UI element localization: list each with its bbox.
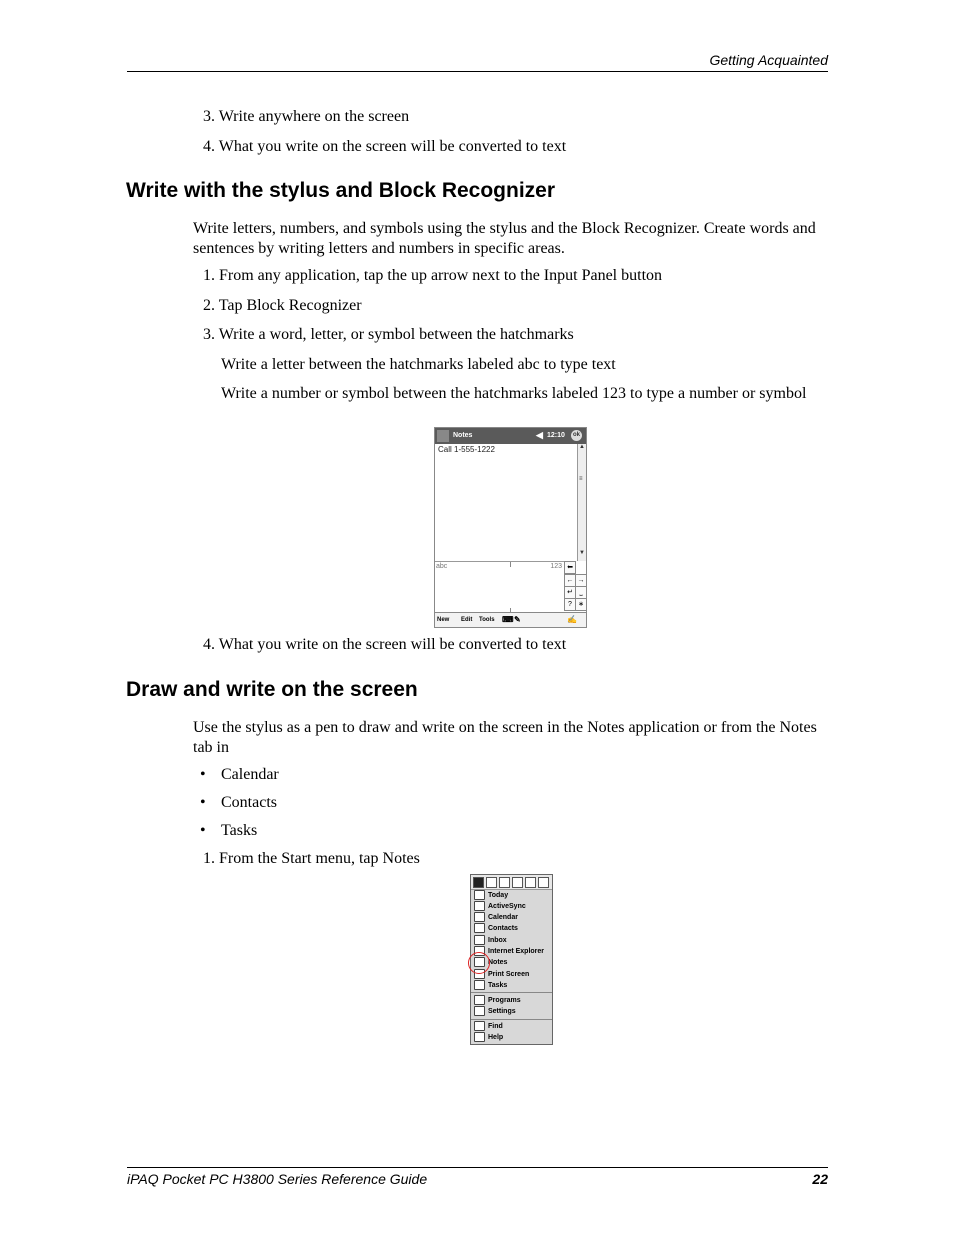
menu-item-inbox: Inbox [474, 935, 507, 946]
notes-title-bar [435, 428, 586, 444]
scroll-thumb-icon: ≡ [579, 476, 583, 482]
sub-step: Write a number or symbol between the hatchmarks labeled 123 to type a number or symbol [221, 385, 807, 402]
pad-keys [564, 561, 586, 612]
menu-item-help: Help [474, 1032, 503, 1043]
calendar-icon [474, 912, 485, 922]
programs-icon [474, 995, 485, 1005]
step-item: 4. What you write on the screen will be converted to text [203, 138, 567, 155]
ok-button: ok [571, 430, 582, 441]
footer-title: iPAQ Pocket PC H3800 Series Reference Guide [127, 1171, 428, 1187]
scroll-up-icon: ▲ [579, 444, 585, 450]
pen-icon: ✎ [514, 615, 521, 624]
space-icon: ⎵ [575, 586, 587, 599]
block-recognizer-pad [435, 561, 564, 613]
help-icon [474, 1032, 485, 1042]
menu-item-today: Today [474, 890, 508, 901]
notes-screenshot [434, 427, 587, 628]
start-icon [473, 877, 484, 888]
notes-text: Call 1-555-1222 [438, 445, 495, 454]
section-heading: Write with the stylus and Block Recognizer [126, 179, 556, 202]
hatchmark [510, 562, 511, 567]
start-flag-icon [437, 430, 449, 442]
right-arrow-icon: → [575, 574, 587, 587]
header-rule [127, 71, 828, 72]
menu-item-internet-explorer: Internet Explorer [474, 946, 544, 957]
notes-menu-bar [435, 612, 586, 628]
program-icon [499, 877, 510, 888]
page-number: 22 [812, 1171, 828, 1187]
sub-step: Write a letter between the hatchmarks labeled abc to type text [221, 356, 616, 373]
bullet-item: Calendar [221, 766, 279, 783]
contacts-icon [474, 923, 485, 933]
left-arrow-icon: ← [564, 574, 576, 587]
menu-separator [471, 992, 552, 993]
step-item: 3. Write anywhere on the screen [203, 108, 410, 125]
menu-item-settings: Settings [474, 1006, 516, 1017]
section-intro: Write letters, numbers, and symbols using the stylus and the Block Recognizer. Create words and sentences by writing letters and numbers in specific areas. [193, 220, 816, 257]
footer-rule [127, 1167, 828, 1168]
step-item: 1. From any application, tap the up arrow next to the Input Panel button [203, 267, 663, 284]
bullet-icon: • [200, 766, 206, 783]
menu-item-contacts: Contacts [474, 923, 518, 934]
tasks-icon [474, 980, 485, 990]
menu-separator [471, 1019, 552, 1020]
scroll-down-icon: ▼ [579, 550, 585, 556]
menu-item-activesync: ActiveSync [474, 901, 526, 912]
running-header: Getting Acquainted [709, 52, 828, 68]
today-icon [474, 890, 485, 900]
menu-item-notes: Notes [474, 957, 507, 968]
menu-edit: Edit [461, 617, 473, 623]
section-heading: Draw and write on the screen [126, 678, 418, 701]
menu-item-calendar: Calendar [474, 912, 518, 923]
keyboard-icon: ⌨ [502, 615, 514, 624]
pad-label-123: 123 [550, 563, 562, 570]
inbox-icon [474, 935, 485, 945]
bullet-icon: • [200, 822, 206, 839]
step-item: 1. From the Start menu, tap Notes [203, 850, 420, 867]
step-item: 2. Tap Block Recognizer [203, 297, 362, 314]
input-panel-icon: ✍ [567, 615, 577, 624]
bullet-icon: • [200, 794, 206, 811]
program-icon [525, 877, 536, 888]
activesync-icon [474, 901, 485, 911]
menu-item-print-screen: Print Screen [474, 969, 529, 980]
pad-label-abc: abc [436, 563, 448, 570]
menu-item-programs: Programs [474, 995, 521, 1006]
backspace-icon: ⬅ [564, 561, 576, 574]
menu-item-find: Find [474, 1021, 503, 1032]
scrollbar [577, 444, 586, 561]
settings-icon [474, 1006, 485, 1016]
program-icon [512, 877, 523, 888]
notes-title: Notes [453, 432, 473, 439]
highlight-circle [468, 952, 490, 974]
section-intro: Use the stylus as a pen to draw and write on the screen in the Notes application or from the Notes tab in [193, 719, 817, 756]
menu-new: New [437, 617, 450, 623]
bullet-item: Tasks [221, 822, 258, 839]
symbol-icon: ∗ [575, 598, 587, 611]
help-icon: ? [564, 598, 576, 611]
program-icon [486, 877, 497, 888]
enter-icon: ↵ [564, 586, 576, 599]
menu-item-tasks: Tasks [474, 980, 507, 991]
clock: 12:10 [547, 432, 565, 439]
find-icon [474, 1021, 485, 1031]
step-item: 4. What you write on the screen will be converted to text [203, 636, 567, 653]
menu-tools: Tools [479, 617, 495, 623]
bullet-item: Contacts [221, 794, 277, 811]
recent-programs-bar [471, 875, 552, 890]
step-item: 3. Write a word, letter, or symbol between the hatchmarks [203, 326, 574, 343]
program-icon [538, 877, 549, 888]
speaker-icon: ◀ [536, 430, 543, 440]
